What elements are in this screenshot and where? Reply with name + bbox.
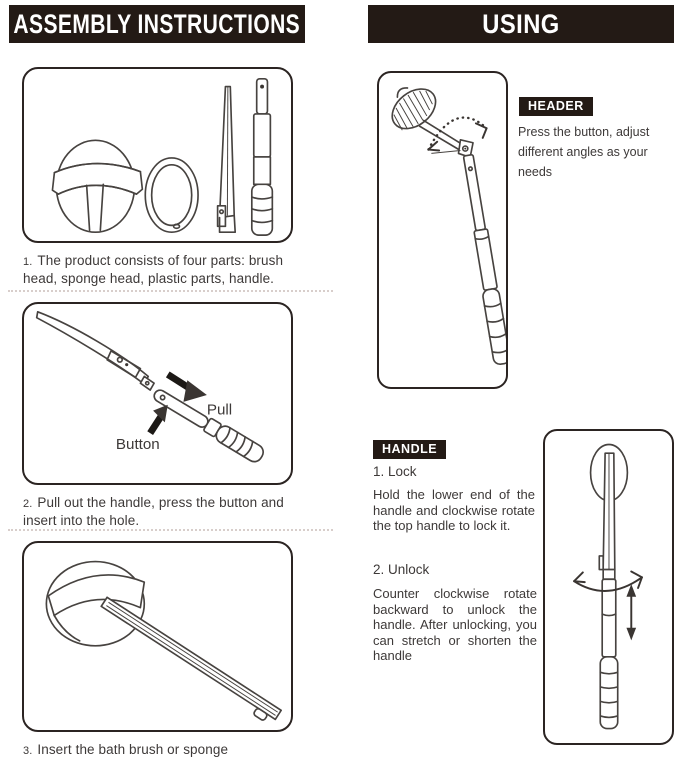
step2-caption: 2. Pull out the handle, press the button and insert into the hole. <box>23 495 284 528</box>
header-instruction: Press the button, adjust different angles as your needs <box>518 125 650 179</box>
step3-number: 3. <box>23 745 33 757</box>
step2-number: 2. <box>23 498 33 510</box>
angle-adjust-illustration <box>379 73 506 387</box>
brush-head-part <box>52 140 142 232</box>
stretch-arrow <box>626 584 636 640</box>
hinge-joint <box>420 120 473 157</box>
pull-button-illustration <box>24 304 291 483</box>
insert-brush-illustration-box <box>22 541 293 732</box>
angle-adjust-illustration-box <box>377 71 508 389</box>
rotate-stretch-illustration-box <box>543 429 674 745</box>
dotted-separator <box>8 529 333 531</box>
rotation-arc <box>428 118 486 151</box>
sponge-head-part <box>145 158 198 232</box>
button-label: Button <box>115 435 160 453</box>
dotted-separator <box>8 290 333 292</box>
insert-brush-illustration <box>24 543 291 730</box>
button-arrow <box>150 405 168 433</box>
brush-head <box>46 562 144 646</box>
plastic-blade <box>37 312 154 390</box>
insert-pole <box>97 597 281 726</box>
parts-illustration <box>24 69 291 241</box>
handle-tag: HANDLE <box>373 440 446 459</box>
parts-illustration-box <box>22 67 293 243</box>
unlock-instruction: Counter clockwise rotate backward to unlock the handle. After unlocking, you can stretch or shorten the handle <box>373 586 537 663</box>
step1-number: 1. <box>23 256 33 268</box>
assembly-header-bar <box>9 5 305 43</box>
assembly-title: ASSEMBLY INSTRUCTIONS <box>13 8 301 39</box>
rotate-stretch-illustration <box>545 431 672 743</box>
header-tag: HEADER <box>519 97 593 116</box>
pull-label: Pull <box>206 401 233 419</box>
telescopic-pole <box>600 570 617 729</box>
handle-part <box>252 79 273 235</box>
pull-button-illustration-box <box>22 302 293 485</box>
using-header-bar <box>368 5 674 43</box>
using-title: USING <box>482 8 560 39</box>
telescopic-pole <box>460 154 506 365</box>
lock-title: 1. Lock <box>373 464 417 479</box>
plastic-part <box>218 87 236 233</box>
step3-caption: 3. Insert the bath brush or sponge <box>23 742 229 757</box>
lock-instruction: Hold the lower end of the handle and clockwise rotate the top handle to lock it. <box>373 487 535 533</box>
unlock-title: 2. Unlock <box>373 562 430 577</box>
telescopic-handle <box>151 385 267 464</box>
step1-caption: 1. The product consists of four parts: brush head, sponge head, plastic parts, handle. <box>23 253 284 286</box>
